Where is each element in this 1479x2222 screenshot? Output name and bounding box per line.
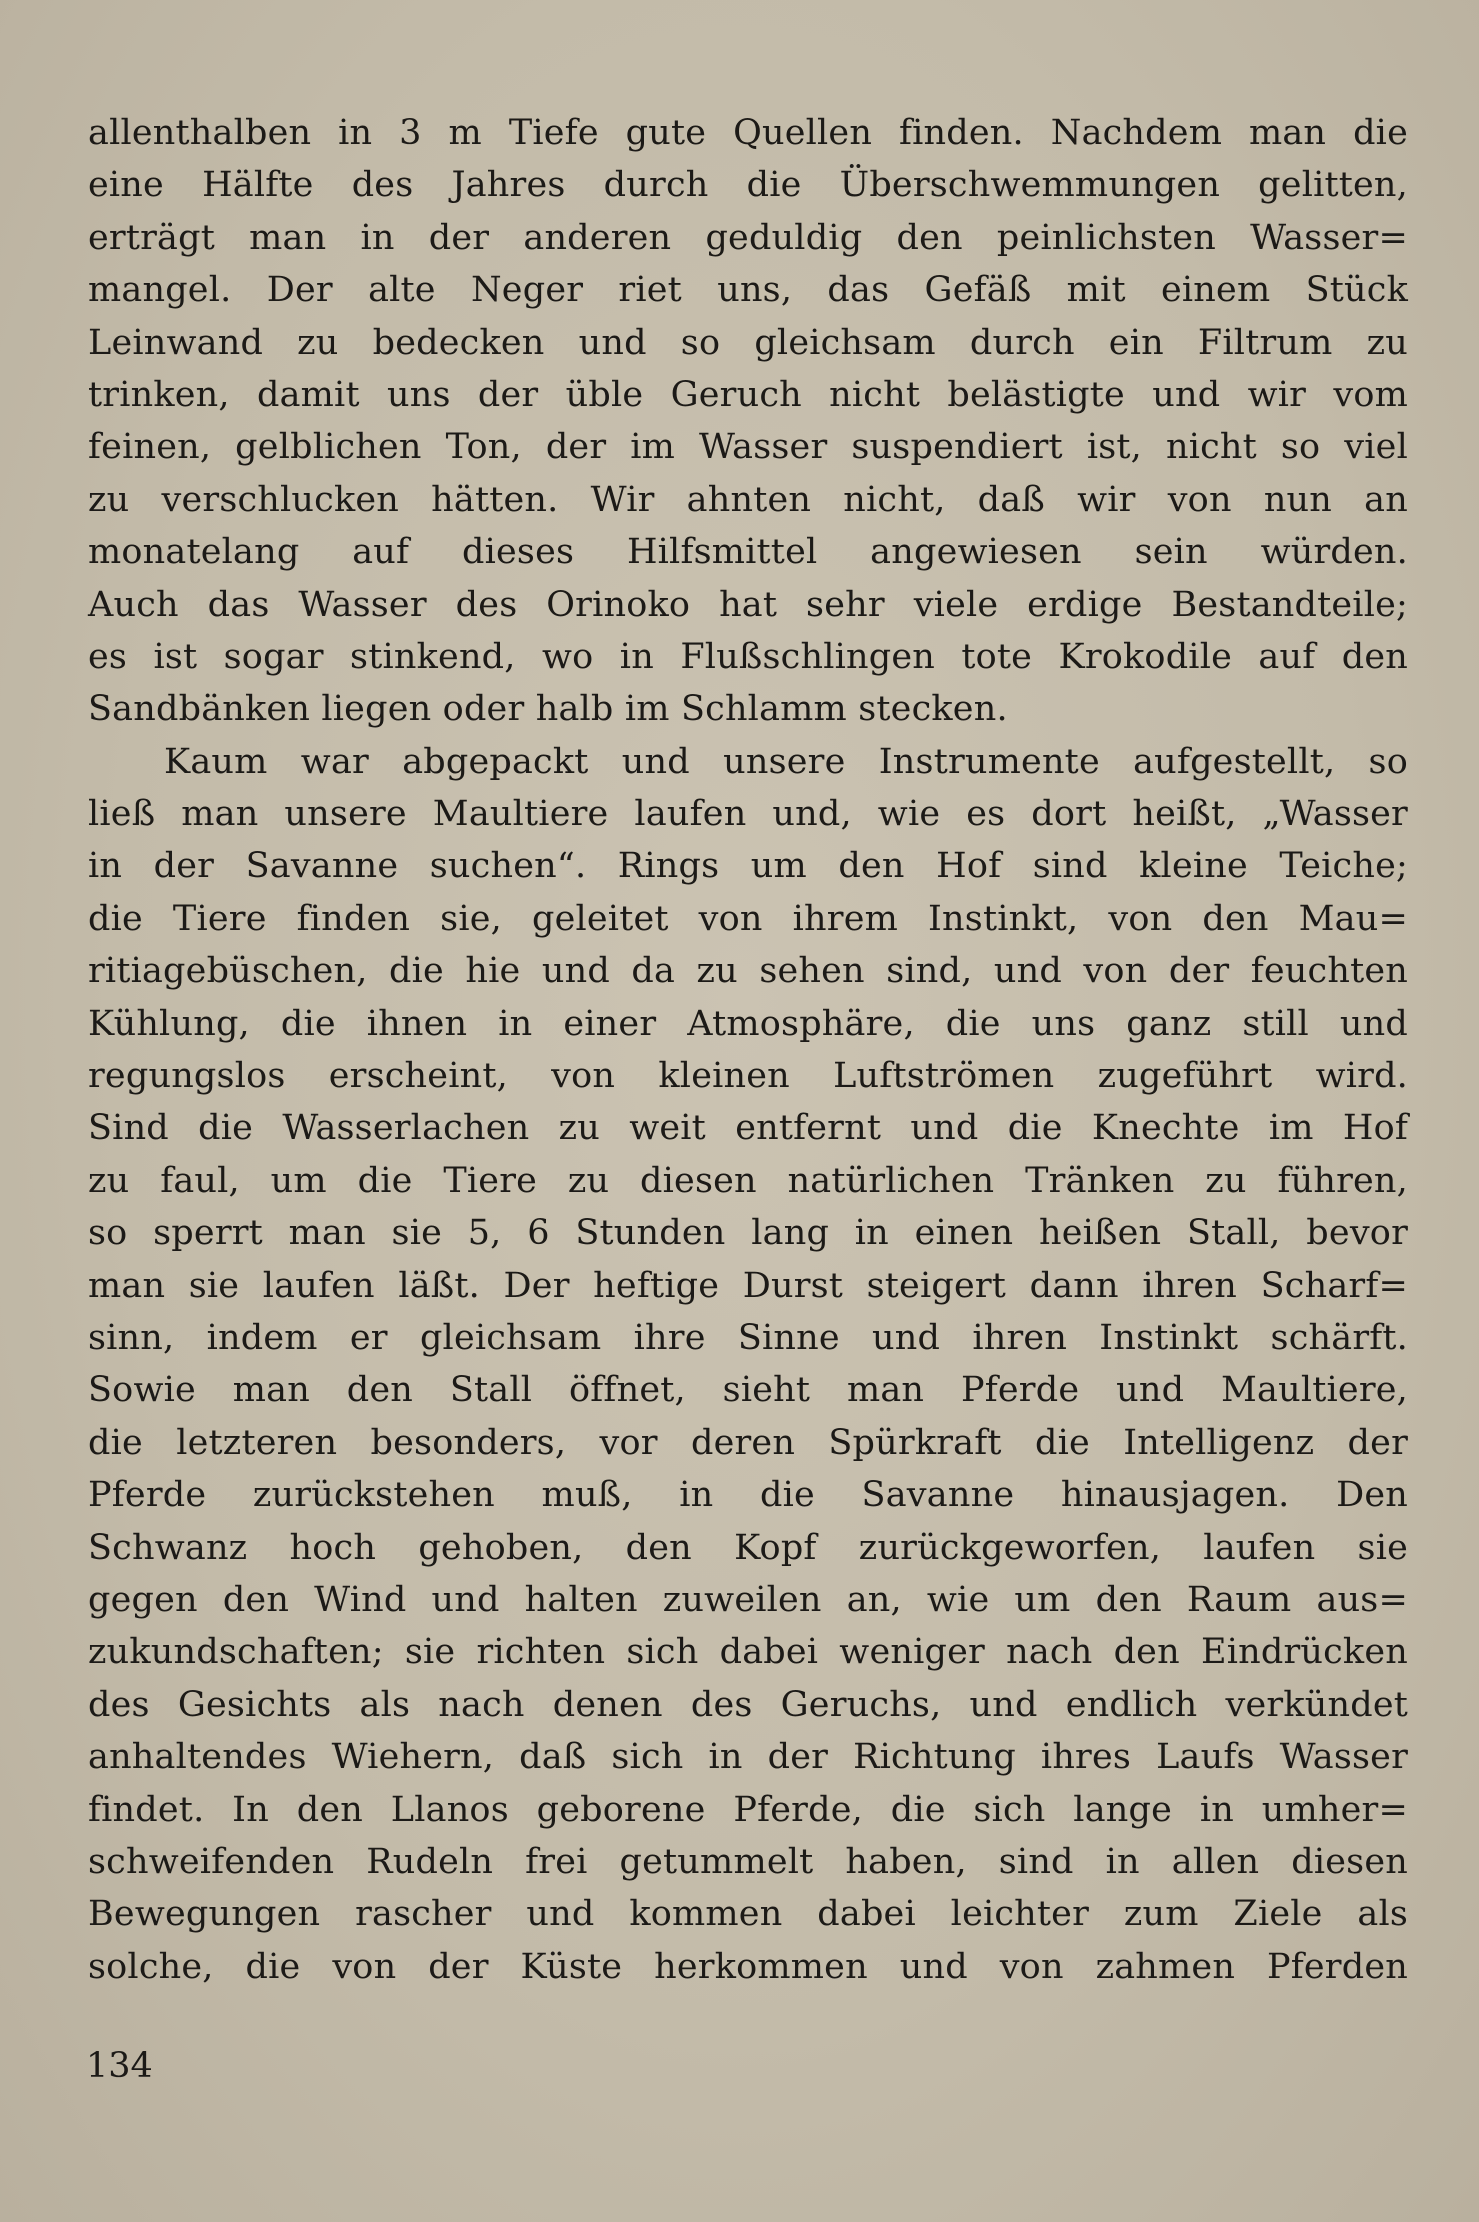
text-line: in der Savanne suchen“. Rings um den Hof sind kleine Teiche; — [88, 846, 1408, 887]
text-line: Sandbänken liegen oder halb im Schlamm stecken. — [88, 689, 1008, 730]
text-line: zu verschlucken hätten. Wir ahnten nicht, daß wir von nun an — [88, 479, 1408, 520]
text-line: feinen, gelblichen Ton, der im Wasser suspendiert ist, nicht so viel — [88, 427, 1408, 468]
text-line: gegen den Wind und halten zuweilen an, wie um den Raum aus= — [88, 1579, 1408, 1620]
text-line: solche, die von der Küste herkommen und von zahmen Pferden — [88, 1946, 1408, 1987]
text-line: ritiagebüschen, die hie und da zu sehen sind, und von der feuchten — [88, 951, 1408, 992]
text-line: Bewegungen rascher und kommen dabei leichter zum Ziele als — [88, 1894, 1408, 1935]
text-line: allenthalben in 3 m Tiefe gute Quellen finden. Nachdem man die — [88, 113, 1408, 153]
text-line: monatelang auf dieses Hilfsmittel angewiesen sein würden. — [88, 532, 1408, 573]
text-line: Leinwand zu bedecken und so gleichsam durch ein Filtrum zu — [88, 322, 1408, 363]
text-line: regungslos erscheint, von kleinen Luftströmen zugeführt wird. — [88, 1056, 1408, 1097]
text-line: Sind die Wasserlachen zu weit entfernt und die Knechte im Hof — [88, 1108, 1408, 1149]
text-line: des Gesichts als nach denen des Geruchs, und endlich verkündet — [88, 1684, 1408, 1725]
body-text — [88, 107, 1408, 1993]
text-line: sinn, indem er gleichsam ihre Sinne und ihren Instinkt schärft. — [88, 1317, 1408, 1358]
page-number: 134 — [86, 2046, 153, 2086]
text-line: Sowie man den Stall öffnet, sieht man Pferde und Maultiere, — [88, 1370, 1408, 1411]
text-line: zu faul, um die Tiere zu diesen natürlichen Tränken zu führen, — [88, 1160, 1408, 1201]
text-line: findet. In den Llanos geborene Pferde, die sich lange in umher= — [88, 1789, 1408, 1830]
text-line: die Tiere finden sie, geleitet von ihrem Instinkt, von den Mau= — [88, 898, 1408, 939]
text-line: Kühlung, die ihnen in einer Atmosphäre, die uns ganz still und — [88, 1003, 1408, 1044]
text-line: anhaltendes Wiehern, daß sich in der Richtung ihres Laufs Wasser — [88, 1737, 1408, 1778]
text-line: es ist sogar stinkend, wo in Flußschlingen tote Krokodile auf den — [88, 636, 1408, 677]
text-line: mangel. Der alte Neger riet uns, das Gefäß mit einem Stück — [88, 270, 1408, 311]
text-line: man sie laufen läßt. Der heftige Durst steigert dann ihren Scharf= — [88, 1265, 1408, 1306]
text-line: die letzteren besonders, vor deren Spürkraft die Intelligenz der — [88, 1422, 1408, 1463]
text-line: Schwanz hoch gehoben, den Kopf zurückgeworfen, laufen sie — [88, 1527, 1408, 1568]
text-line: schweifenden Rudeln frei getummelt haben, sind in allen diesen — [88, 1841, 1408, 1882]
text-line: Auch das Wasser des Orinoko hat sehr viele erdige Bestandteile; — [88, 584, 1408, 625]
text-line: erträgt man in der anderen geduldig den peinlichsten Wasser= — [88, 217, 1408, 258]
text-line: zukundschaften; sie richten sich dabei weniger nach den Eindrücken — [88, 1632, 1408, 1673]
text-line: Kaum war abgepackt und unsere Instrumente aufgestellt, so — [164, 741, 1408, 782]
text-line: ließ man unsere Maultiere laufen und, wie es dort heißt, „Wasser — [88, 794, 1408, 835]
text-line: so sperrt man sie 5, 6 Stunden lang in einen heißen Stall, bevor — [88, 1213, 1408, 1254]
text-line: eine Hälfte des Jahres durch die Überschwemmungen gelitten, — [88, 165, 1408, 206]
text-line: Pferde zurückstehen muß, in die Savanne hinausjagen. Den — [88, 1475, 1408, 1516]
text-line: trinken, damit uns der üble Geruch nicht belästigte und wir vom — [88, 374, 1408, 415]
